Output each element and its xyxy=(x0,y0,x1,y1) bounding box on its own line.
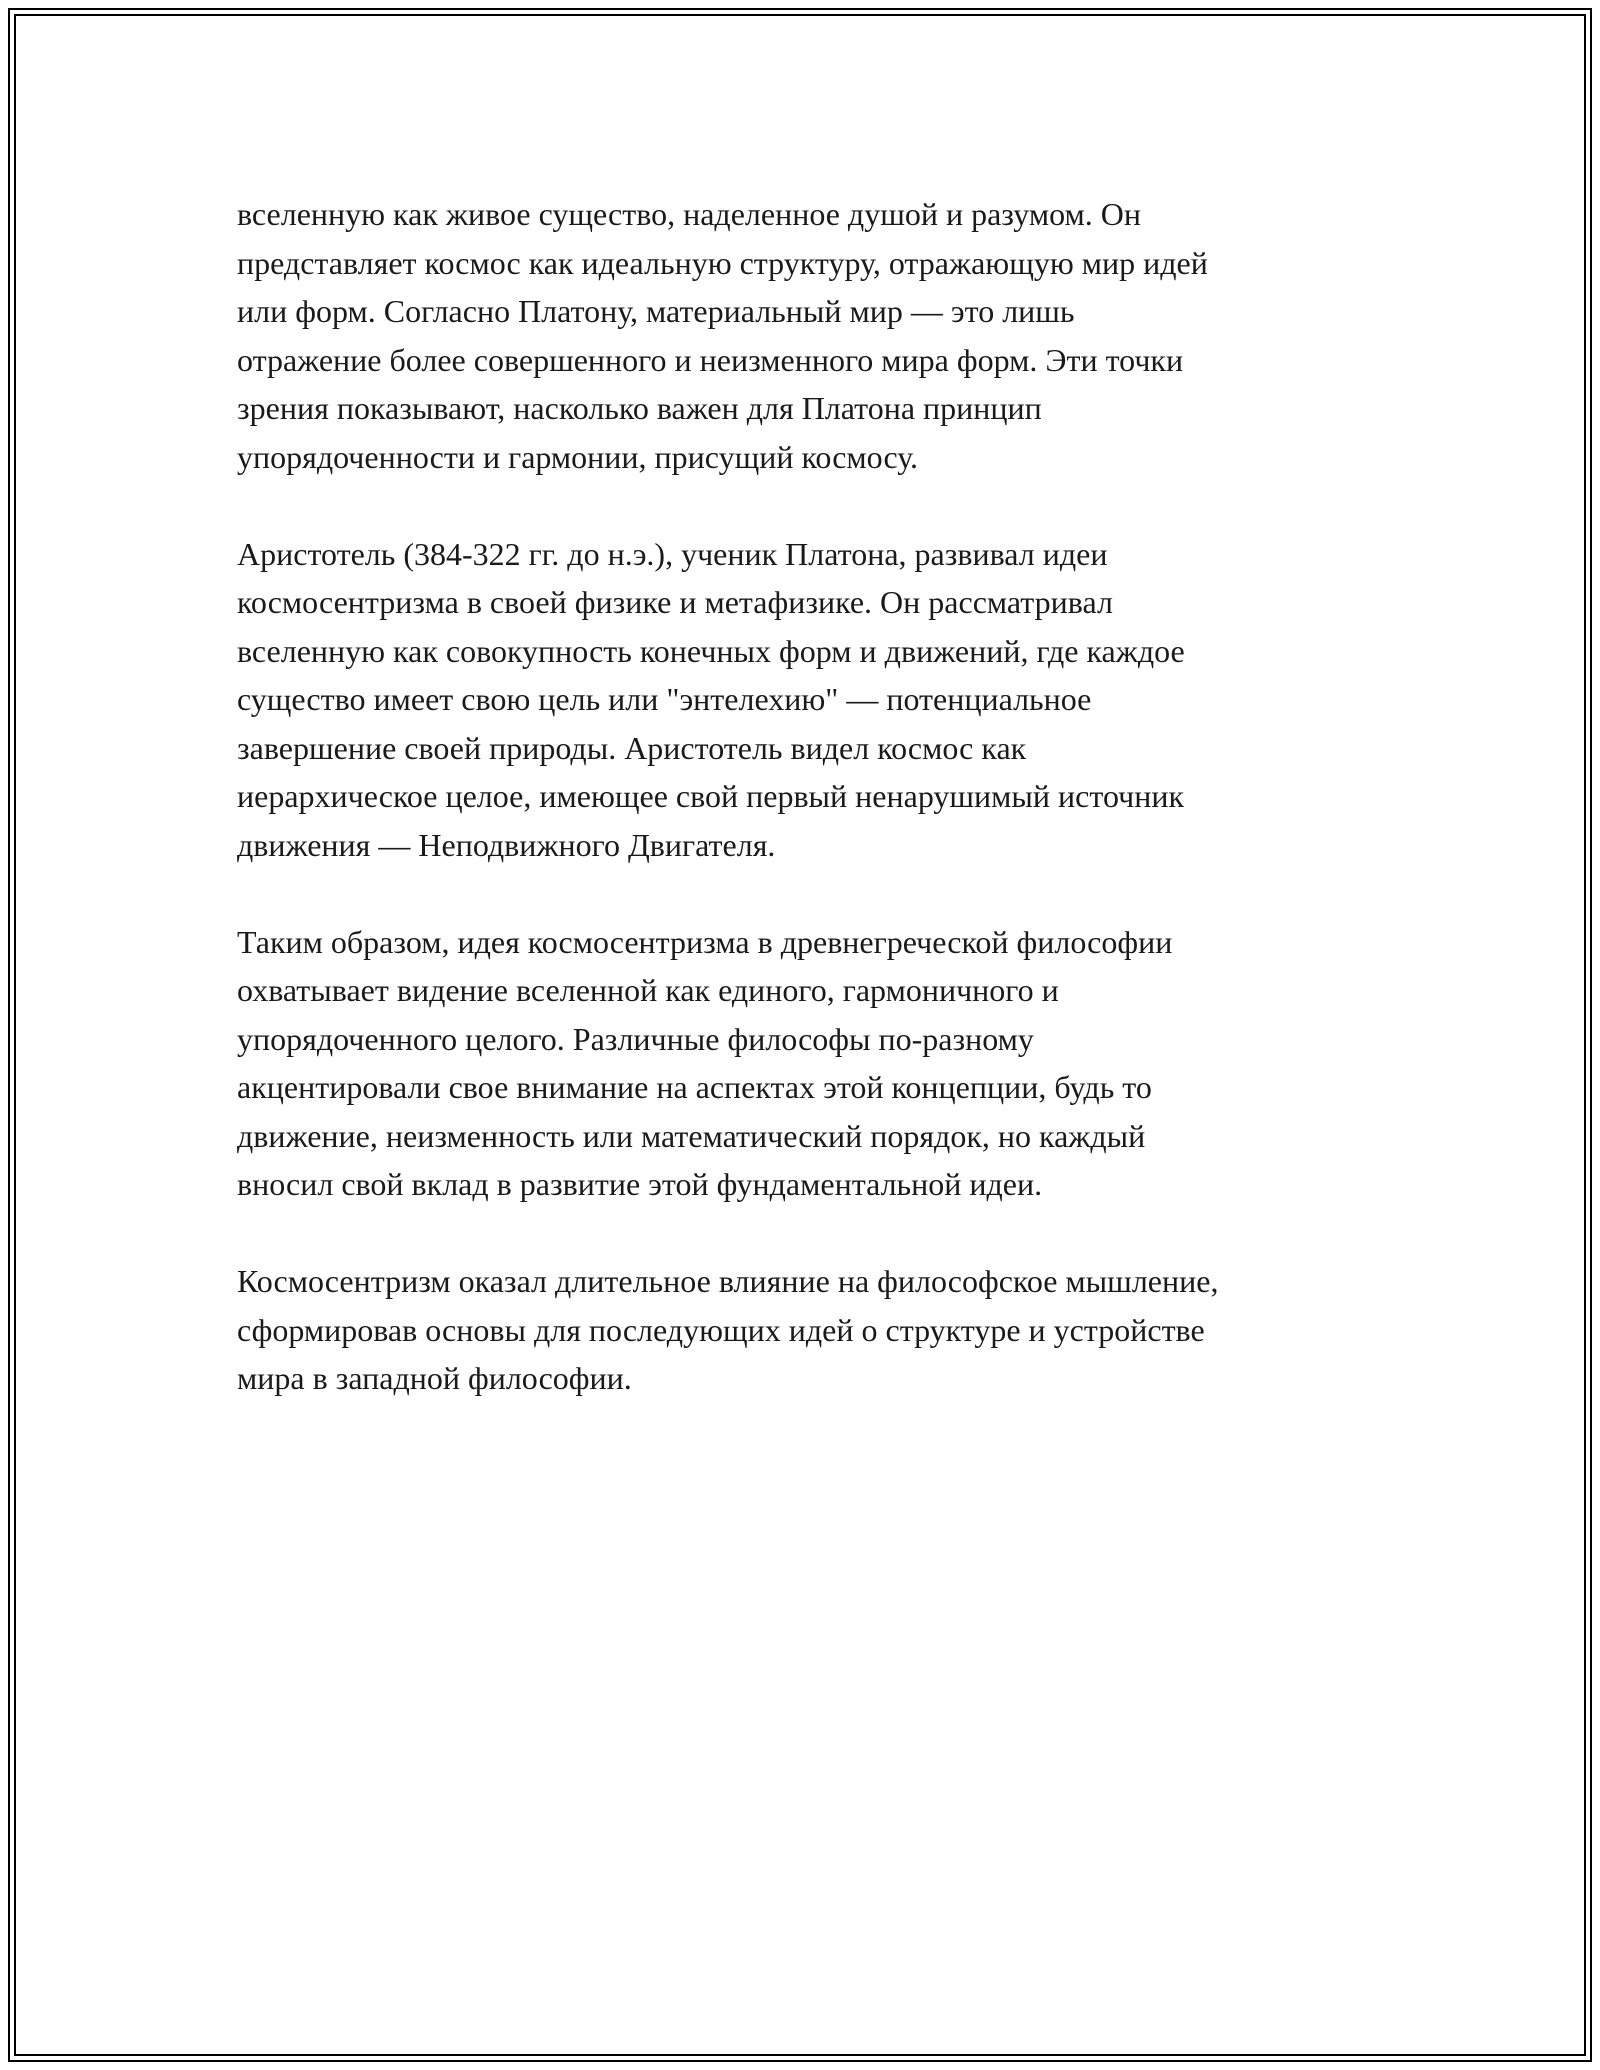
text-line: упорядоченного целого. Различные философы по-разному xyxy=(237,1020,1034,1057)
paragraph xyxy=(237,190,1397,481)
text-line: представляет космос как идеальную структуру, отражающую мир идей xyxy=(237,244,1208,281)
text-line: охватывает видение вселенной как единого, гармоничного и xyxy=(237,972,1059,1008)
document-page xyxy=(8,8,1592,2062)
paragraph xyxy=(237,1257,1397,1403)
text-line: завершение своей природы. Аристотель видел космос как xyxy=(237,729,1027,766)
text-line: Аристотель (384-322 гг. до н.э.), ученик Платона, развивал идеи xyxy=(237,535,1108,572)
document-body xyxy=(237,190,1397,1451)
text-line: или форм. Согласно Платону, материальный мир — это лишь xyxy=(237,293,1075,329)
text-line: сформировав основы для последующих идей о структуре и устройстве xyxy=(237,1311,1205,1348)
paragraph xyxy=(237,918,1397,1209)
text-line: движения — Неподвижного Двигателя. xyxy=(237,826,776,863)
text-line: мира в западной философии. xyxy=(237,1360,632,1396)
text-line: существо имеет свою цель или "энтелехию" — потенциальное xyxy=(237,681,1092,717)
paragraph xyxy=(237,530,1397,870)
text-line: упорядоченности и гармонии, присущий космосу. xyxy=(237,438,919,475)
text-line: акцентировали свое внимание на аспектах этой концепции, будь то xyxy=(237,1069,1152,1105)
text-line: Таким образом, идея космосентризма в древнегреческой философии xyxy=(237,923,1173,960)
text-line: Космосентризм оказал длительное влияние на философское мышление, xyxy=(237,1263,1219,1299)
text-line: отражение более совершенного и неизменного мира форм. Эти точки xyxy=(237,341,1184,378)
text-line: вносил свой вклад в развитие этой фундаментальной идеи. xyxy=(237,1166,1043,1202)
text-line: движение, неизменность или математический порядок, но каждый xyxy=(237,1117,1146,1154)
text-line: зрения показывают, насколько важен для Платона принцип xyxy=(237,390,1042,426)
text-line: вселенную как совокупность конечных форм и движений, где каждое xyxy=(237,632,1185,669)
text-line: иерархическое целое, имеющее свой первый ненарушимый источник xyxy=(237,778,1184,814)
text-line: космосентризма в своей физике и метафизике. Он рассматривал xyxy=(237,584,1113,620)
text-line: вселенную как живое существо, наделенное душой и разумом. Он xyxy=(237,196,1141,232)
